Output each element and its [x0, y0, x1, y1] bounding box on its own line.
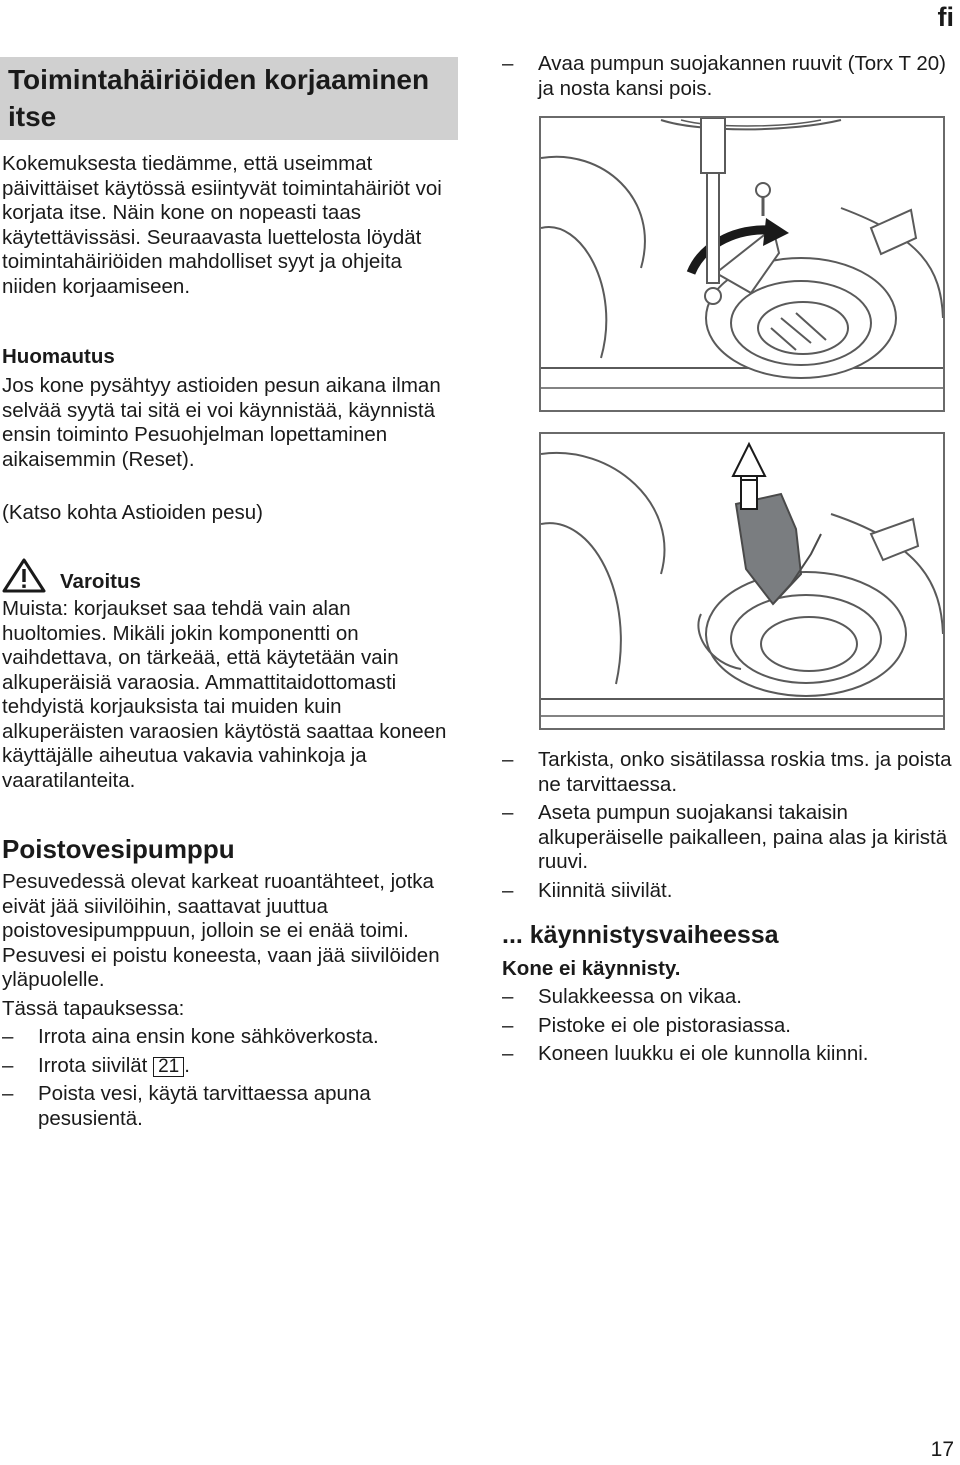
list-item: – Poista vesi, käytä tarvittaessa apuna pesusientä.: [2, 1082, 371, 1130]
pump-steps-list: [2, 1025, 458, 1131]
list-item: – Koneen luukku ei ole kunnolla kiinni.: [502, 1042, 869, 1065]
list-item: – Tarkista, onko sisätilassa roskia tms. ja poista ne tarvittaessa.: [502, 748, 952, 796]
warning-triangle-icon: [2, 557, 48, 593]
note-heading: Huomautus: [2, 345, 115, 368]
startup-heading: ... käynnistysvaiheessa: [502, 921, 779, 949]
note-text: Jos kone pysähtyy astioiden pesun aikana ilman selvää syytä tai sitä ei voi käynnistää, käynnistä ensin toiminto Pesuohjelman lopettaminen aikaisemmin (Reset).: [2, 374, 441, 471]
pump-cover-lift-drawing: [541, 434, 943, 728]
list-item: – Pistoke ei ole pistorasiassa.: [502, 1013, 791, 1037]
pump-cover-screw-drawing: [541, 118, 943, 410]
page-number: 17: [930, 1438, 954, 1461]
pump-text: Pesuvedessä olevat karkeat ruoantähteet, jotka eivät jää siivilöihin, saattavat juuttua poistovesipumppuun, jolloin se ei enää toimi. Pesuvesi ei poistu koneesta, vaan jää siivilöiden yläpuolelle.: [2, 870, 440, 991]
intro-paragraph: Kokemuksesta tiedämme, että useimmat päivittäiset käytössä esiintyvät toimintahäiriöt voi korjata itse. Näin kone on nopeasti taas käytettävissäsi. Seuraavasta luettelosta löydät toimintahäiriöiden mahdolliset syyt ja ohjeita niiden korjaamiseen.: [2, 152, 442, 298]
startup-subheading: Kone ei käynnisty.: [502, 957, 681, 980]
figure-reference-box: 21: [153, 1057, 184, 1077]
list-item: – Irrota aina ensin kone sähköverkosta.: [2, 1025, 379, 1048]
list-item: – Kiinnitä siivilät.: [502, 878, 673, 902]
illustration-lift-pump-cover: [539, 432, 945, 730]
warning-heading: Varoitus: [60, 570, 141, 593]
section-title: Toimintahäiriöiden korjaaminen itse: [8, 64, 430, 132]
list-item: – Sulakkeessa on vikaa.: [502, 985, 742, 1008]
list-item: – Irrota siivilät 21 .: [2, 1053, 190, 1077]
list-item: – Avaa pumpun suojakannen ruuvit (Torx T 20) ja nosta kansi pois.: [502, 52, 946, 100]
illustration-unscrew-pump-cover: [539, 116, 945, 412]
note-reference: (Katso kohta Astioiden pesu): [2, 501, 263, 524]
language-marker: fi: [937, 2, 954, 32]
pump-heading: Poistovesipumppu: [2, 834, 235, 864]
list-item: – Aseta pumpun suojakansi takaisin alkuperäiselle paikalleen, paina alas ja kiristä ruuvi.: [502, 801, 948, 873]
warning-text: Muista: korjaukset saa tehdä vain alan huoltomies. Mikäli jokin komponentti on vaihdettava, on tärkeää, että käytetään vain alkuperäisiä varaosia. Ammattitaidottomasti tehdyistä korjauksista tai muiden kuin alkuperäisten varaosien käytöstä saattaa koneen käyttäjälle aiheutua vakavia vahinkoja ja vaaratilanteita.: [2, 597, 447, 792]
case-text: Tässä tapauksessa:: [2, 997, 185, 1020]
right-top-step: [502, 52, 958, 101]
warning-heading-row: [2, 556, 458, 595]
right-steps-list: [502, 748, 958, 903]
startup-list: [502, 985, 958, 1067]
